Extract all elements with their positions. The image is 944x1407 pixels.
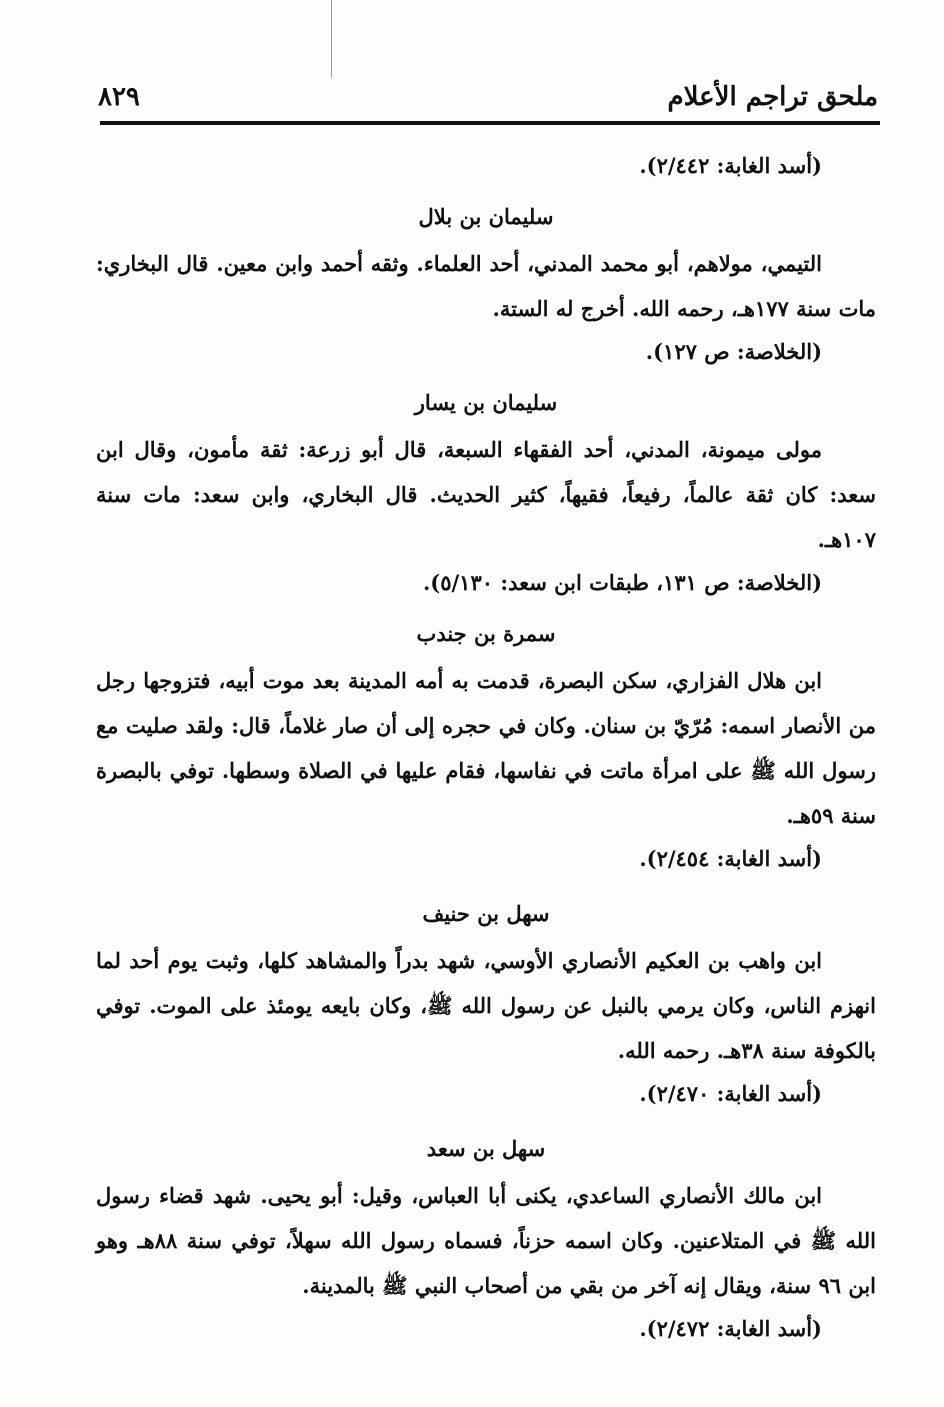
- reference-line: (أسد الغابة: ٢/٤٧٠).: [639, 1081, 822, 1106]
- entry-title: سمرة بن جندب: [416, 621, 556, 646]
- entry-title: سهل بن حنيف: [422, 901, 550, 926]
- header-divider: [100, 121, 880, 125]
- entry-body: ابن مالك الأنصاري الساعدي، يكنى أبا العباس، وقيل: أبو يحيى. شهد قضاء رسول الله ﷺ في المتلاعنين. وكان اسمه حزناً، فسماه رسول الله سهلاً، توفي سنة ٨٨هـ وهو ابن ٩٦ سنة، ويقال إنه آخر من بقي من أصحاب النبي ﷺ بالمدينة.: [96, 1183, 876, 1298]
- spacer: [96, 1115, 876, 1119]
- reference-line: (أسد الغابة: ٢/٤٧٢).: [639, 1316, 822, 1341]
- entry-sulayman-bin-bilal: [96, 197, 876, 373]
- entry-samura-bin-jundub: [96, 614, 876, 880]
- spacer: [96, 880, 876, 884]
- reference-line: (أسد الغابة: ٢/٤٥٤).: [639, 846, 822, 871]
- running-title: ملحق تراجم الأعلام: [667, 82, 878, 112]
- page-header: [98, 78, 878, 118]
- entry-body: ابن واهب بن العكيم الأنصاري الأوسي، شهد بدراً والمشاهد كلها، وثبت يوم أحد لما انهزم الناس، وكان يرمي بالنبل عن رسول الله ﷺ، وكان بايعه يومئذ على الموت. توفي بالكوفة سنة ٣٨هـ. رحمه الله.: [96, 948, 876, 1063]
- entry-body: مولى ميمونة، المدني، أحد الفقهاء السبعة، قال أبو زرعة: ثقة مأمون، وقال ابن سعد: كان ثقة عالماً، رفيعاً، فقيهاً، كثير الحديث. قال البخاري، وابن سعد: مات سنة ١٠٧هـ.: [96, 437, 876, 552]
- entry-title: سليمان بن يسار: [414, 390, 558, 415]
- reference-line: (الخلاصة: ص ١٢٧).: [645, 339, 822, 364]
- reference-line: (أسد الغابة: ٢/٤٤٢).: [639, 153, 822, 178]
- entry-body: التيمي، مولاهم، أبو محمد المدني، أحد العلماء. وثقه أحمد وابن معين. قال البخاري: مات سنة ١٧٧هـ، رحمه الله. أخرج له الستة.: [96, 251, 876, 321]
- entry-sahl-bin-hunayf: [96, 894, 876, 1115]
- entry-title: سليمان بن بلال: [418, 204, 554, 229]
- entry-sahl-bin-saad: [96, 1129, 876, 1350]
- page-content: [96, 145, 876, 1350]
- entry-body: ابن هلال الفزاري، سكن البصرة، قدمت به أمه المدينة بعد موت أبيه، فتزوجها رجل من الأنصار اسمه: مُرّيّ بن سنان. وكان في حجره إلى أن صار غلاماً، قال: ولقد صليت مع رسول الله ﷺ على امرأة ماتت في نفاسها، فقام عليها في الصلاة وسطها. توفي بالبصرة سنة ٥٩هـ.: [96, 668, 876, 828]
- reference-line: (الخلاصة: ص ١٣١، طبقات ابن سعد: ٥/١٣٠).: [422, 570, 822, 595]
- entry-sulayman-bin-yasar: [96, 383, 876, 604]
- entry-title: سهل بن سعد: [426, 1136, 546, 1161]
- scan-fold-line: [331, 0, 332, 78]
- page-number: ٨٢٩: [98, 82, 140, 112]
